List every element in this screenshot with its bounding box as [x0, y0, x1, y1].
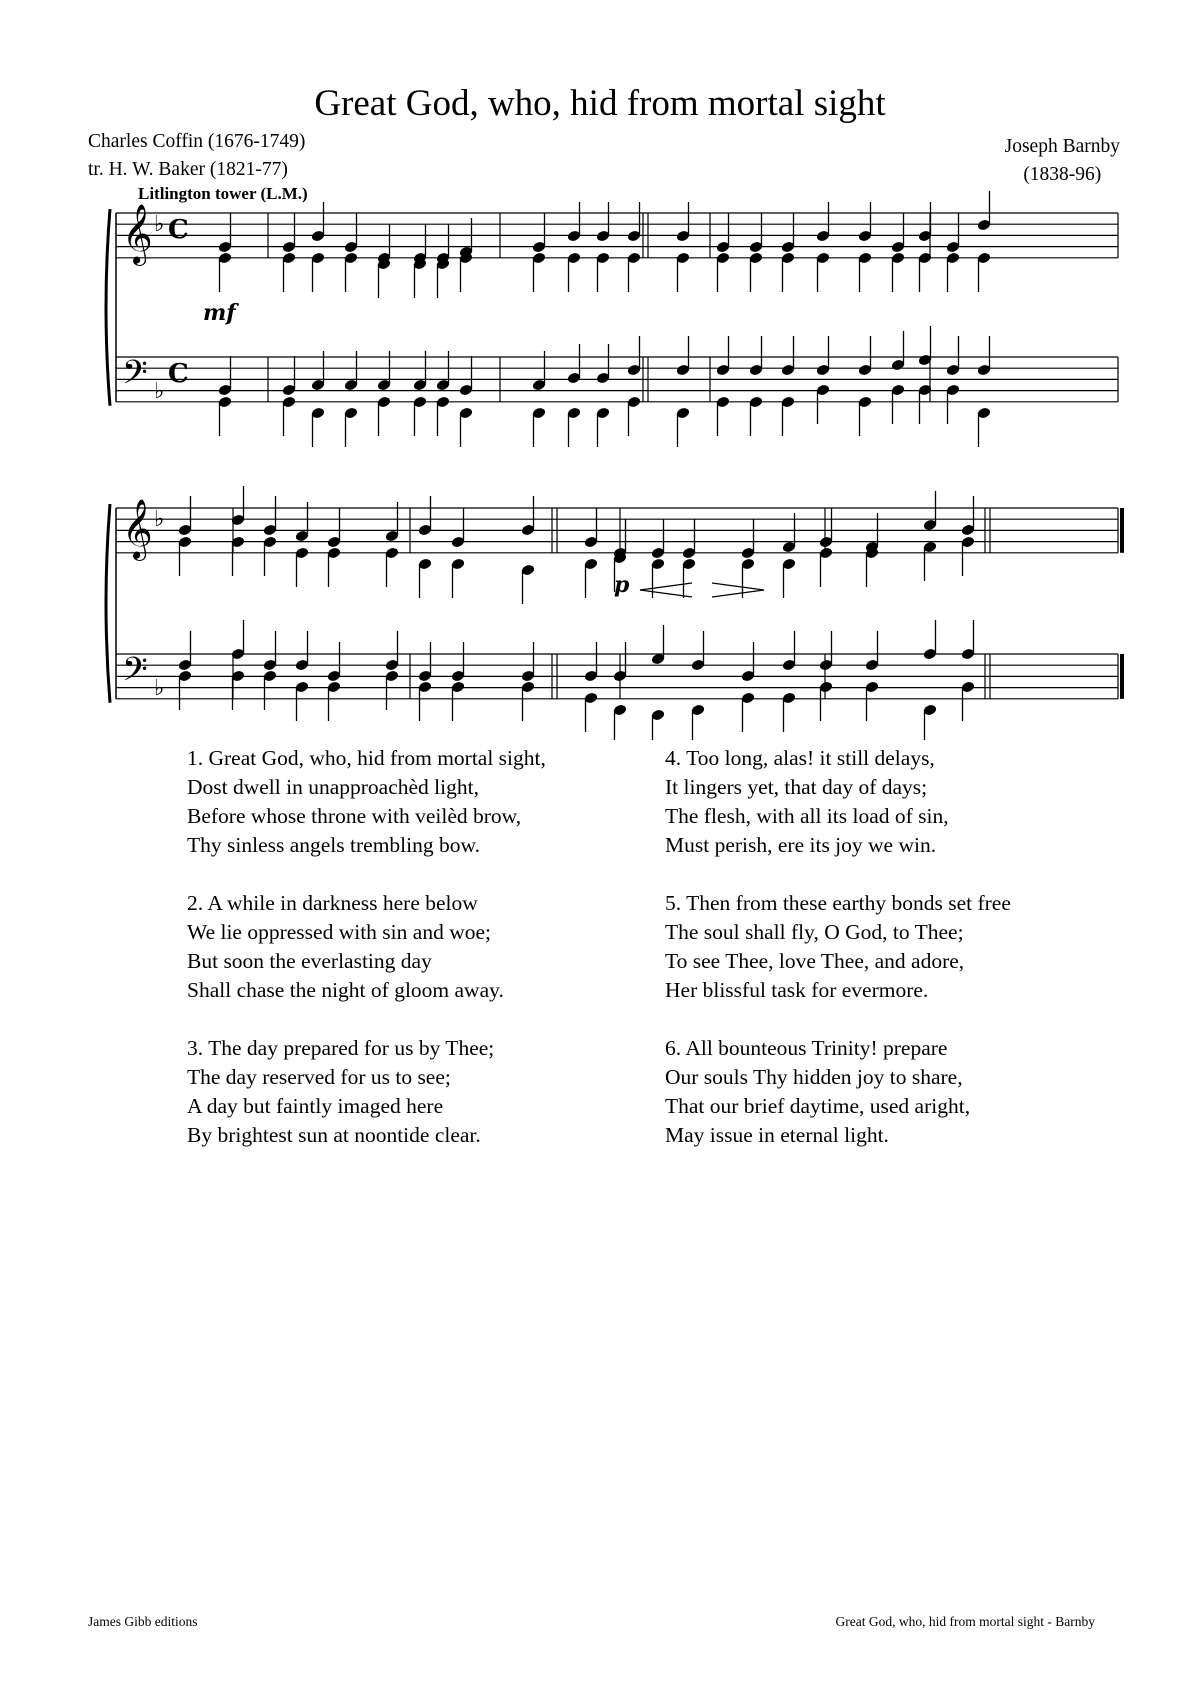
final-barline — [1120, 654, 1124, 699]
verse-line: A day but faintly imaged here — [187, 1094, 444, 1118]
verse — [187, 1034, 546, 1150]
treble-clef: 𝄞 — [122, 204, 153, 264]
composer-name: Joseph Barnby — [1004, 136, 1120, 157]
verse-line: May issue in eternal light. — [665, 1123, 889, 1147]
verse-line: Before whose throne with veilèd brow, — [187, 804, 522, 828]
verse-line: 5. Then from these earthy bonds set free — [665, 891, 1011, 915]
treble-clef: 𝄞 — [122, 499, 153, 559]
verses-column-left — [187, 744, 546, 1179]
flat-sign: ♭ — [154, 379, 165, 404]
time-signature: C — [168, 215, 189, 245]
dynamic-p: p — [614, 572, 630, 598]
verse — [665, 889, 1011, 1005]
time-signature: C — [168, 359, 189, 389]
verse-line: The flesh, with all its load of sin, — [665, 804, 949, 828]
verse-line: But soon the everlasting day — [187, 949, 432, 973]
verse-line: 3. The day prepared for us by Thee; — [187, 1036, 495, 1060]
verse-line: That our brief daytime, used aright, — [665, 1094, 971, 1118]
verse-line: 4. Too long, alas! it still delays, — [665, 746, 935, 770]
verse-line: The day reserved for us to see; — [187, 1065, 451, 1089]
verse-line: Shall chase the night of gloom away. — [187, 978, 504, 1002]
verse-line: Must perish, ere its joy we win. — [665, 833, 937, 857]
flat-sign: ♭ — [154, 212, 165, 237]
composer-dates: (1838-96) — [1023, 164, 1102, 185]
bass-clef: 𝄢 — [122, 651, 148, 697]
final-barline — [1120, 508, 1124, 553]
hymn-title: Great God, who, hid from mortal sight — [314, 83, 886, 124]
bass-clef: 𝄢 — [122, 354, 148, 400]
poet-name: Charles Coffin (1676-1749) — [88, 131, 306, 152]
verse-line: The soul shall fly, O God, to Thee; — [665, 920, 964, 944]
score-notes — [178, 191, 992, 740]
verse-line: 2. A while in darkness here below — [187, 891, 478, 915]
dynamic-mf: mf — [203, 300, 236, 326]
music-score — [0, 0, 1200, 740]
footer-page-title: Great God, who, hid from mortal sight - Barnby — [835, 1614, 1095, 1629]
verse — [187, 744, 546, 860]
verse-line: We lie oppressed with sin and woe; — [187, 920, 491, 944]
translator-name: tr. H. W. Baker (1821-77) — [88, 159, 288, 180]
score-structure — [106, 204, 1124, 703]
decrescendo-hairpin — [712, 583, 764, 597]
verse-line: It lingers yet, that day of days; — [665, 775, 928, 799]
system-bracket — [106, 209, 110, 406]
verse-line: 1. Great God, who, hid from mortal sight, — [187, 746, 546, 770]
verse — [665, 1034, 1011, 1150]
verses-column-right — [665, 744, 1011, 1179]
verse-line: To see Thee, love Thee, and adore, — [665, 949, 965, 973]
staff-lines — [116, 213, 1118, 699]
verse-line: 6. All bounteous Trinity! prepare — [665, 1036, 948, 1060]
verse-line: Her blissful task for evermore. — [665, 978, 929, 1002]
verse-line: Dost dwell in unapproachèd light, — [187, 775, 479, 799]
verse-line: By brightest sun at noontide clear. — [187, 1123, 481, 1147]
verse-line: Thy sinless angels trembling bow. — [187, 833, 481, 857]
verse — [187, 889, 546, 1005]
verse-line: Our souls Thy hidden joy to share, — [665, 1065, 963, 1089]
flat-sign: ♭ — [154, 507, 165, 532]
system-bracket — [106, 504, 110, 703]
tune-name: Litlington tower (L.M.) — [138, 184, 308, 203]
crescendo-hairpin — [640, 583, 692, 597]
footer-publisher: James Gibb editions — [88, 1614, 198, 1629]
verse — [665, 744, 1011, 860]
flat-sign: ♭ — [154, 676, 165, 701]
